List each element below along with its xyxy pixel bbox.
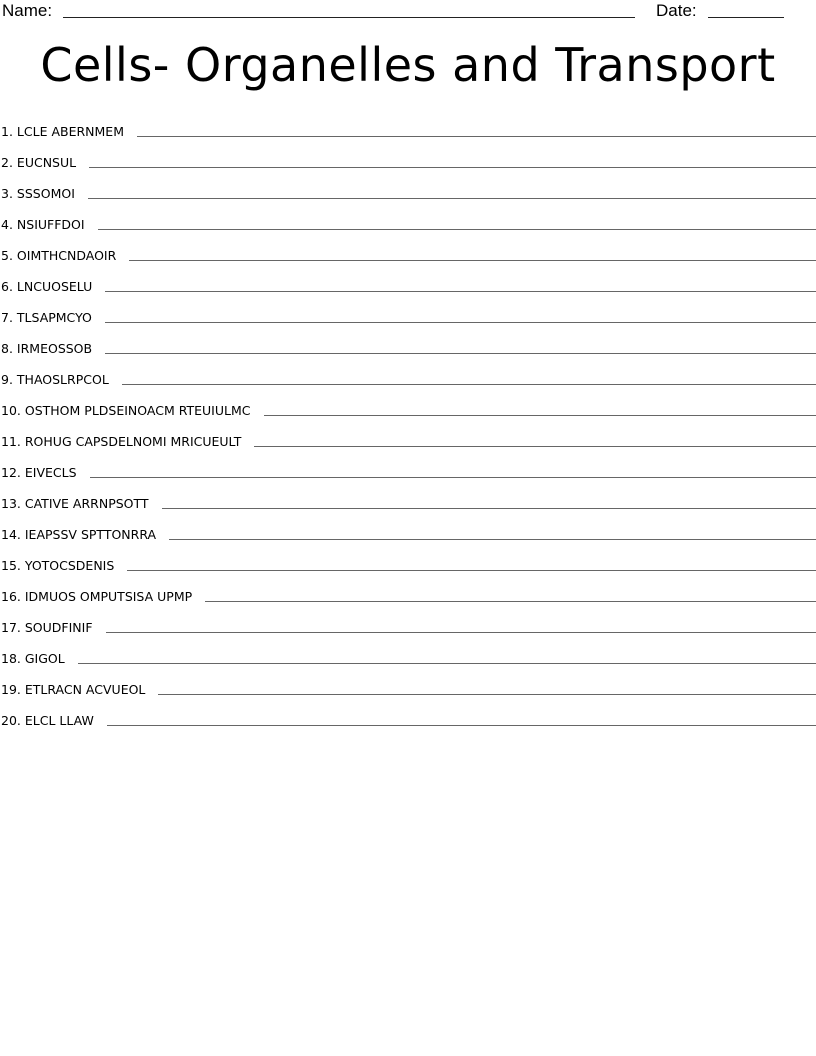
question-list	[0, 109, 816, 729]
worksheet-header	[0, 0, 816, 24]
question-number: 12.	[1, 465, 21, 480]
question-scramble: NSIUFFDOI	[16, 217, 85, 232]
page-title: Cells- Organelles and Transport	[40, 38, 776, 92]
question-number: 7.	[1, 310, 13, 325]
question-row	[0, 388, 816, 419]
question-number: 10.	[1, 403, 21, 418]
answer-line	[78, 663, 816, 664]
answer-line	[105, 322, 816, 323]
answer-line	[137, 136, 816, 137]
question-number: 16.	[1, 589, 21, 604]
question-scramble: EUCNSUL	[16, 155, 77, 170]
question-number: 13.	[1, 496, 21, 511]
date-label: Date:	[656, 1, 697, 20]
question-number: 6.	[1, 279, 13, 294]
question-number: 19.	[1, 682, 21, 697]
question-scramble: IEAPSSV SPTTONRRA	[24, 527, 157, 542]
answer-line	[162, 508, 816, 509]
date-write-line	[708, 17, 784, 18]
question-scramble: OSTHOM PLDSEINOACM RTEUIULMC	[24, 403, 251, 418]
question-scramble: IRMEOSSOB	[16, 341, 93, 356]
question-scramble: IDMUOS OMPUTSISA UPMP	[24, 589, 193, 604]
answer-line	[105, 353, 816, 354]
question-number: 8.	[1, 341, 13, 356]
answer-line	[107, 725, 816, 726]
answer-line	[264, 415, 816, 416]
question-number: 3.	[1, 186, 13, 201]
question-number: 2.	[1, 155, 13, 170]
question-scramble: CATIVE ARRNPSOTT	[24, 496, 149, 511]
question-number: 20.	[1, 713, 21, 728]
question-row	[0, 419, 816, 450]
question-row	[0, 698, 816, 729]
answer-line	[129, 260, 816, 261]
question-scramble: ROHUG CAPSDELNOMI MRICUEULT	[24, 434, 242, 449]
question-scramble: SOUDFINIF	[24, 620, 93, 635]
question-scramble: LCLE ABERNMEM	[16, 124, 124, 139]
question-row	[0, 481, 816, 512]
question-number: 9.	[1, 372, 13, 387]
question-scramble: ETLRACN ACVUEOL	[24, 682, 146, 697]
question-row	[0, 605, 816, 636]
question-row	[0, 233, 816, 264]
question-number: 1.	[1, 124, 13, 139]
question-scramble: GIGOL	[24, 651, 65, 666]
question-scramble: ELCL LLAW	[24, 713, 94, 728]
question-row	[0, 512, 816, 543]
question-row	[0, 450, 816, 481]
question-row	[0, 326, 816, 357]
question-number: 4.	[1, 217, 13, 232]
question-row	[0, 202, 816, 233]
answer-line	[89, 167, 816, 168]
question-scramble: SSSOMOI	[16, 186, 75, 201]
question-scramble: EIVECLS	[24, 465, 77, 480]
answer-line	[254, 446, 816, 447]
question-row	[0, 636, 816, 667]
question-number: 18.	[1, 651, 21, 666]
question-scramble: LNCUOSELU	[16, 279, 93, 294]
question-scramble: TLSAPMCYO	[16, 310, 92, 325]
question-number: 15.	[1, 558, 21, 573]
answer-line	[106, 632, 816, 633]
question-scramble: YOTOCSDENIS	[24, 558, 115, 573]
answer-line	[98, 229, 816, 230]
question-row	[0, 543, 816, 574]
question-row	[0, 295, 816, 326]
question-row	[0, 357, 816, 388]
answer-line	[88, 198, 816, 199]
question-row	[0, 140, 816, 171]
question-scramble: THAOSLRPCOL	[16, 372, 109, 387]
name-label: Name:	[2, 1, 53, 20]
answer-line	[169, 539, 816, 540]
question-row	[0, 264, 816, 295]
answer-line	[90, 477, 816, 478]
question-number: 5.	[1, 248, 13, 263]
answer-line	[105, 291, 816, 292]
question-row	[0, 171, 816, 202]
answer-line	[127, 570, 816, 571]
question-row	[0, 667, 816, 698]
question-scramble: OIMTHCNDAOIR	[16, 248, 117, 263]
question-number: 14.	[1, 527, 21, 542]
answer-line	[158, 694, 816, 695]
question-row	[0, 109, 816, 140]
name-write-line	[63, 17, 635, 18]
question-number: 17.	[1, 620, 21, 635]
answer-line	[205, 601, 816, 602]
question-number: 11.	[1, 434, 21, 449]
answer-line	[122, 384, 816, 385]
question-row	[0, 574, 816, 605]
